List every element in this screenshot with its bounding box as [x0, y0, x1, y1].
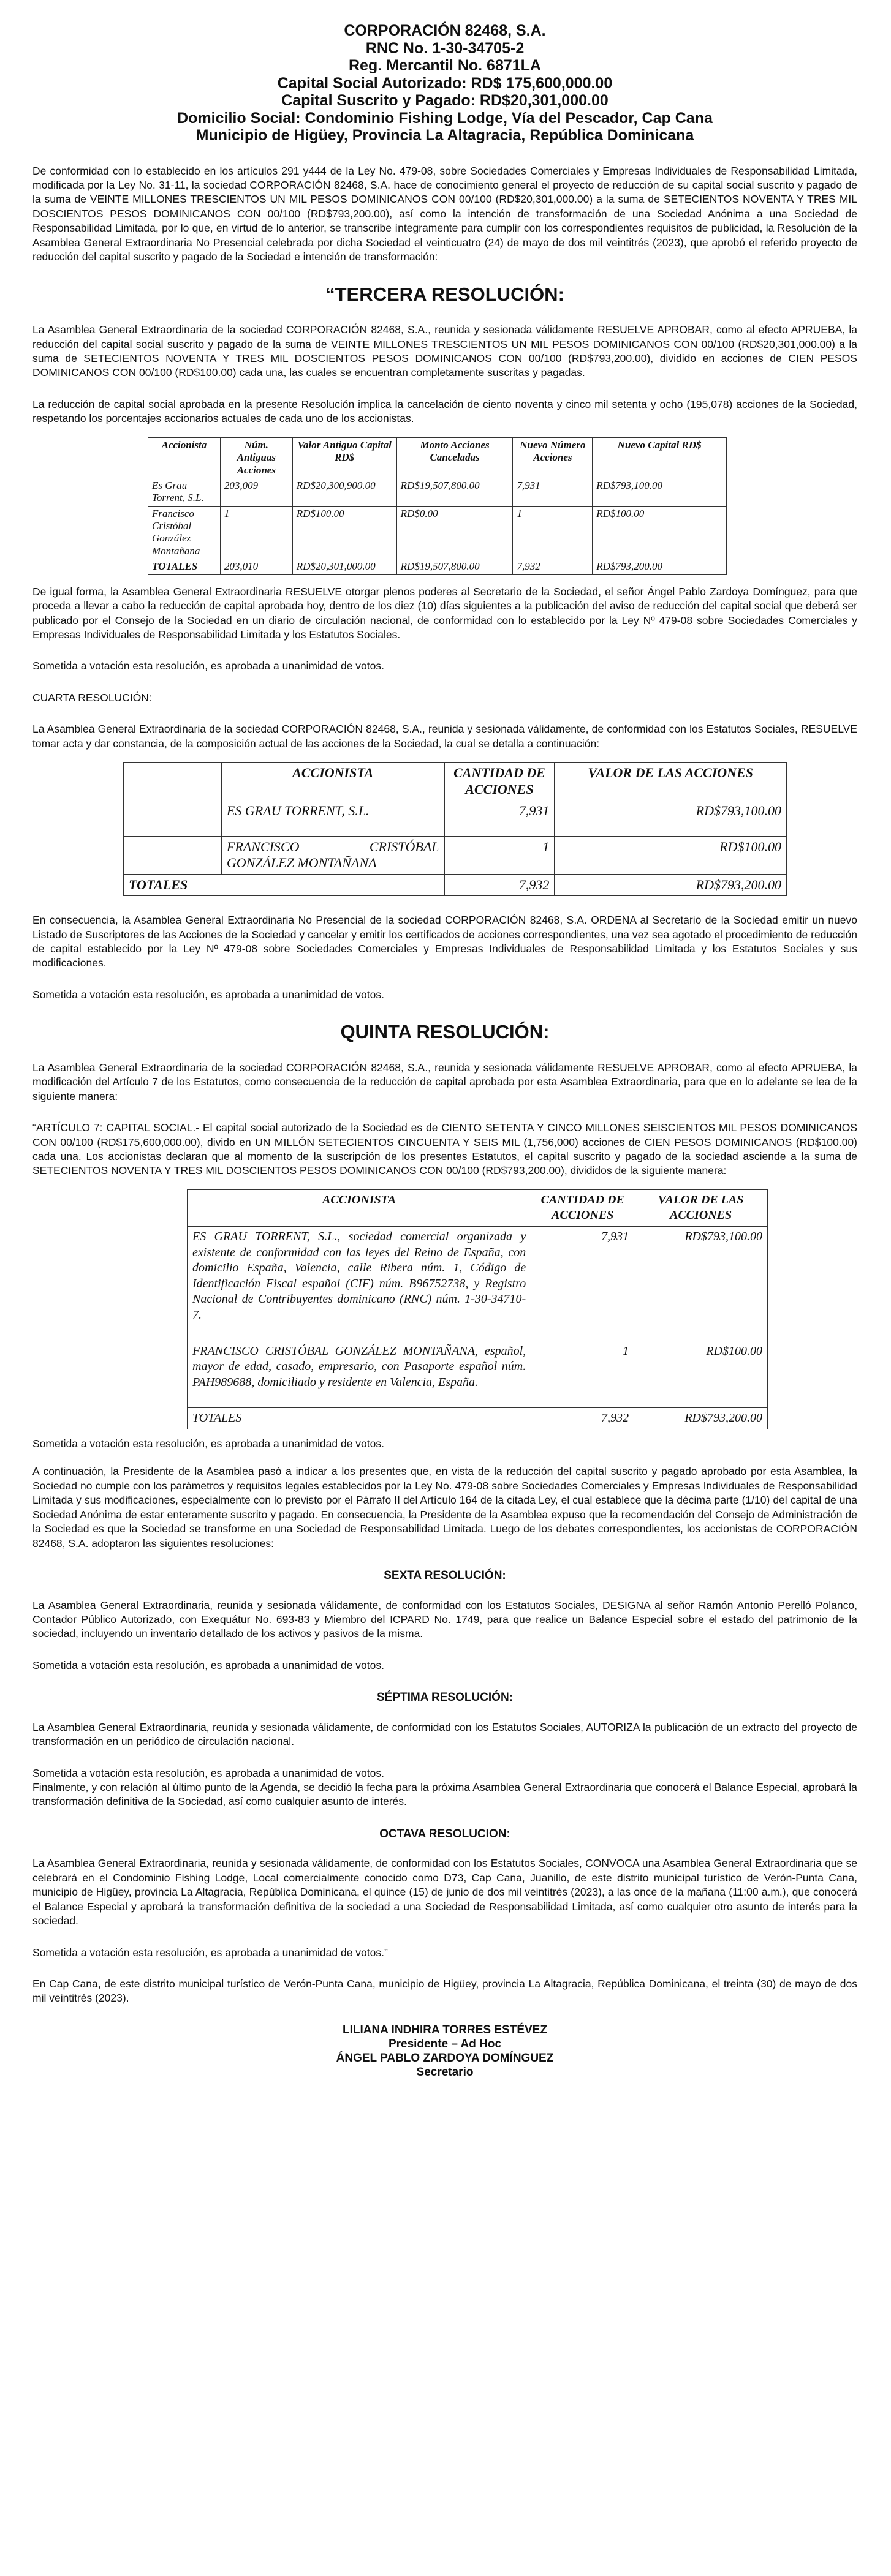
cell: FRANCISCO CRISTÓBAL GONZÁLEZ MONTAÑANA [221, 836, 444, 874]
domicilio-social: Domicilio Social: Condominio Fishing Lodge, Vía del Pescador, Cap Cana [177, 109, 713, 127]
intro-paragraph: De conformidad con lo establecido en los artículos 291 y444 de la Ley No. 479-08, sobre Sociedades Comerciales y Empresas Individuales de Responsabilidad Limitada, modificada por la Ley No. 31-11, la sociedad CORPORACIÓN 82468, S.A. hace de conocimiento general el proyecto de reducción de su capital social suscrito y pagado de la suma de VEINTE MILLONES TRESCIENTOS UN MIL PESOS DOMINICANOS CON 00/100 (RD$20,301,000.00) a la suma de SETECIENTOS NOVENTA Y TRES MIL DOSCIENTOS PESOS DOMINICANOS CON 00/100 (RD$793,200.00), así como la intención de transformación de una Sociedad Anónima a una Sociedad de Responsabilidad Limitada, por lo que, en virtud de lo anterior, se transcribe íntegramente para cumplir con los correspondientes requisitos de publicidad, la Resolución de la Asamblea General Extraordinaria No Presencial celebrada por dicha Sociedad el veinticuatro (24) de mayo de dos mil veintitrés (2023), que aprobó el referido proyecto de reducción del capital suscrito y pagado de la Sociedad e intención de transformación: [32, 164, 857, 263]
octava-p1: La Asamblea General Extraordinaria, reunida y sesionada válidamente, de conformidad con los Estatutos Sociales, CONVOCA una Asamblea General Extraordinaria que se celebrará en el Condominio Fishing Lodge, Local comercialmente conocido como D73, Cap Cana, Juanillo, de este distrito municipal turístico de Verón-Punta Cana, municipio de Higüey, provincia La Altagracia, República Dominicana, el quince (15) de junio de dos mil veintitrés (2023), a las once de la mañana (11:00 a.m.), que conocerá el Balance Especial y aprobará la transformación definitiva de la sociedad a una Sociedad de Responsabilidad Limitada, así como cualquier otro asunto de interés para la sociedad. [32, 1857, 857, 1927]
cell: RD$793,200.00 [634, 1408, 768, 1429]
table-row [188, 1227, 768, 1341]
cell: 1 [513, 506, 593, 559]
octava-vote: Sometida a votación esta resolución, es aprobada a unanimidad de votos.” [32, 1946, 388, 1959]
cell: RD$793,100.00 [593, 478, 727, 506]
cell: TOTALES [148, 559, 221, 574]
th-accionista: ACCIONISTA [188, 1189, 531, 1226]
table-row [148, 478, 727, 506]
table-total-row [124, 874, 787, 895]
cell: Es Grau Torrent, S.L. [148, 478, 221, 506]
cell: RD$100.00 [634, 1341, 768, 1408]
cell: 1 [444, 836, 555, 874]
cell: RD$19,507,800.00 [396, 559, 513, 574]
th-accionista: Accionista [148, 437, 221, 478]
signer-name-2: ÁNGEL PABLO ZARDOYA DOMÍNGUEZ [336, 2052, 554, 2065]
cell: RD$793,100.00 [634, 1227, 768, 1341]
tercera-p2: La reducción de capital social aprobada en la presente Resolución implica la cancelación de ciento noventa y cinco mil setenta y ocho (195,078) acciones de la Sociedad, respetando los porcentajes accionarios actuales de cada uno de los accionistas. [32, 397, 857, 425]
capital-suscrito: Capital Suscrito y Pagado: RD$20,301,000.00 [281, 92, 609, 109]
company-header [32, 22, 857, 145]
company-reg: Reg. Mercantil No. 6871LA [349, 57, 541, 74]
table-row [188, 1341, 768, 1408]
cell: ES GRAU TORRENT, S.L., sociedad comercial organizada y existente de conformidad con las leyes del Reino de España, con domicilio España, Valencia, calle Ribera núm. 1, Código de Identificación Fiscal español (CIF) núm. B96752738, y Registro Nacional de Contribuyentes dominicano (RNC) núm. 1-30-34710-7. [188, 1227, 531, 1341]
cuarta-p2: En consecuencia, la Asamblea General Extraordinaria No Presencial de la sociedad CORPORACIÓN 82468, S.A. ORDENA al Secretario de la Sociedad emitir un nuevo Listado de Suscriptores de las Acciones de la Sociedad y cancelar y emitir los certificados de acciones correspondientes, una vez sea agotado el procedimiento de reducción de capital establecido por la Ley Nº 479-08 sobre Sociedades Comerciales y Empresas Individuales de Responsabilidad Limitada y los Estatutos Sociales y sus modificaciones. [32, 914, 857, 970]
cell: ES GRAU TORRENT, S.L. [221, 800, 444, 836]
cell-blank [221, 874, 444, 895]
cuarta-vote: Sometida a votación esta resolución, es aprobada a unanimidad de votos. [32, 988, 384, 1001]
cell: RD$100.00 [555, 836, 787, 874]
cell: RD$0.00 [396, 506, 513, 559]
table-header-row [188, 1189, 768, 1226]
quinta-title: QUINTA RESOLUCIÓN: [340, 1021, 550, 1043]
cell: RD$19,507,800.00 [396, 478, 513, 506]
cuarta-p1: La Asamblea General Extraordinaria de la sociedad CORPORACIÓN 82468, S.A., reunida y sesionada válidamente, de conformidad con los Estatutos Sociales, RESUELVE tomar acta y dar constancia, de la composición actual de las acciones de la Sociedad, la cual se detalla a continuación: [32, 723, 857, 750]
capital-autorizado: Capital Social Autorizado: RD$ 175,600,000.00 [277, 74, 613, 92]
company-name: CORPORACIÓN 82468, S.A. [344, 22, 546, 39]
th-valor: VALOR DE LAS ACCIONES [555, 763, 787, 800]
cuarta-title: CUARTA RESOLUCIÓN: [32, 691, 152, 704]
quinta-p1: La Asamblea General Extraordinaria de la sociedad CORPORACIÓN 82468, S.A., reunida y sesionada válidamente RESUELVE APROBAR, como al efecto APRUEBA, la modificación del Artículo 7 de los Estatutos, como consecuencia de la reducción de capital aprobada por esta Asamblea Extraordinaria, para que en lo adelante se lea de la siguiente manera: [32, 1061, 857, 1102]
cell: FRANCISCO CRISTÓBAL GONZÁLEZ MONTAÑANA, español, mayor de edad, casado, empresario, con Pasaporte español núm. PAH989688, domiciliado y residente en Valencia, España. [188, 1341, 531, 1408]
cell: RD$793,200.00 [593, 559, 727, 574]
cell: 203,009 [220, 478, 292, 506]
tercera-p1: La Asamblea General Extraordinaria de la sociedad CORPORACIÓN 82468, S.A., reunida y sesionada válidamente RESUELVE APROBAR, como al efecto APRUEBA, la reducción del capital social suscrito y pagado de la suma de VEINTE MILLONES TRESCIENTOS UN MIL PESOS DOMINICANOS CON 00/100 (RD$20,301,000.00) a la suma de SETECIENTOS NOVENTA Y TRES MIL DOSCIENTOS PESOS DOMINICANOS CON 00/100 (RD$793,200.00), dividido en acciones de CIEN PESOS DOMINICANOS CON 00/100 (RD$100.00) cada una, las cuales se encuentran completamente suscritas y pagadas. [32, 323, 857, 379]
closing-paragraph: En Cap Cana, de este distrito municipal turístico de Verón-Punta Cana, municipio de Higüey, provincia La Altagracia, República Dominicana, el treinta (30) de mayo de dos mil veintitrés (2023). [32, 1977, 857, 2005]
th-valor: VALOR DE LAS ACCIONES [634, 1189, 768, 1226]
table-row [124, 836, 787, 874]
cell: TOTALES [188, 1408, 531, 1429]
table-header-row [148, 437, 727, 478]
cell: RD$100.00 [292, 506, 396, 559]
septima-vote: Sometida a votación esta resolución, es aprobada a unanimidad de votos. [32, 1766, 384, 1779]
sexta-p1: La Asamblea General Extraordinaria, reunida y sesionada válidamente, de conformidad con los Estatutos Sociales, DESIGNA al señor Ramón Antonio Perelló Polanco, Contador Público Autorizado, con Exequátur No. 693-83 y Miembro del ICPARD No. 1749, para que realice un Balance Especial sobre el estado del patrimonio de la sociedad, incluyendo un inventario detallado de los activos y pasivos de la misma. [32, 1599, 857, 1640]
th-cantidad: CANTIDAD DE ACCIONES [444, 763, 555, 800]
table-header-row [124, 763, 787, 800]
cell: 203,010 [220, 559, 292, 574]
th-nuevo-capital: Nuevo Capital RD$ [593, 437, 727, 478]
signer-name-1: LILIANA INDHIRA TORRES ESTÉVEZ [343, 2023, 547, 2036]
cell: RD$20,301,000.00 [292, 559, 396, 574]
cell: 1 [531, 1341, 634, 1408]
sexta-vote: Sometida a votación esta resolución, es aprobada a unanimidad de votos. [32, 1659, 384, 1671]
cell: 7,932 [444, 874, 555, 895]
cell: TOTALES [124, 874, 222, 895]
tercera-p3: De igual forma, la Asamblea General Extraordinaria RESUELVE otorgar plenos poderes al Secretario de la Sociedad, el señor Ángel Pablo Zardoya Domínguez, para que proceda a llevar a cabo la reducción de capital aprobada hoy, dentro de los diez (10) días siguientes a la publicación del aviso de reducción del capital social que deberá ser publicado por el Consejo de la Sociedad en un diario de circulación nacional, de conformidad con lo establecido por la Ley Nº 479-08 sobre Sociedades Comerciales y Empresas Individuales de Responsabilidad Limitada y los Estatutos Sociales. [32, 585, 857, 641]
cell: 1 [220, 506, 292, 559]
quinta-table [187, 1189, 768, 1429]
octava-title: OCTAVA RESOLUCION: [379, 1827, 510, 1840]
cell: Francisco Cristóbal González Montañana [148, 506, 221, 559]
tercera-vote: Sometida a votación esta resolución, es aprobada a unanimidad de votos. [32, 660, 384, 672]
th-monto-cancelado: Monto Acciones Canceladas [396, 437, 513, 478]
th-nuevo-numero: Nuevo Número Acciones [513, 437, 593, 478]
cell: RD$20,300,900.00 [292, 478, 396, 506]
quinta-p2: “ARTÍCULO 7: CAPITAL SOCIAL.- El capital social autorizado de la Sociedad es de CIENTO SETENTA Y CINCO MILLONES SEISCIENTOS MIL PESOS DOMINICANOS CON 00/100 (RD$175,600,000.00), divido en UN MILLÓN SETECIENTOS CINCUENTA Y SEIS MIL (1,756,000) acciones de CIEN PESOS DOMINICANOS (RD$100.00) cada una. Los accionistas declaran que al momento de la suscripción de los presentes Estatutos, el capital suscrito y pagado de la sociedad asciende a la suma de SETECIENTOS NOVENTA Y TRES MIL DOSCIENTOS PESOS DOMINICANOS CON 00/100 (RD$793,200.00), divididos de la siguiente manera: [32, 1121, 857, 1177]
table-total-row [148, 559, 727, 574]
cell-blank [124, 836, 222, 874]
septima-p2: Finalmente, y con relación al último punto de la Agenda, se decidió la fecha para la próxima Asamblea General Extraordinaria que conocerá el Balance Especial, aprobará la transformación definitiva de la Sociedad, así como cualquier asunto de interés. [32, 1781, 857, 1808]
th-cantidad: CANTIDAD DE ACCIONES [531, 1189, 634, 1226]
cell: 7,932 [531, 1408, 634, 1429]
septima-p1: La Asamblea General Extraordinaria, reunida y sesionada válidamente, de conformidad con los Estatutos Sociales, AUTORIZA la publicación de un extracto del proyecto de transformación en un periódico de circulación nacional. [32, 1720, 857, 1748]
quinta-vote: Sometida a votación esta resolución, es aprobada a unanimidad de votos. [32, 1437, 384, 1450]
table-total-row [188, 1408, 768, 1429]
cell: 7,931 [513, 478, 593, 506]
th-accionista: ACCIONISTA [221, 763, 444, 800]
cell: RD$793,100.00 [555, 800, 787, 836]
cell: 7,931 [531, 1227, 634, 1341]
cell: RD$100.00 [593, 506, 727, 559]
table-row [148, 506, 727, 559]
signature-block [32, 2023, 857, 2080]
municipio: Municipio de Higüey, Provincia La Altagracia, República Dominicana [195, 127, 694, 144]
signer-role-2: Secretario [416, 2066, 474, 2079]
th-blank [124, 763, 222, 800]
signer-role-1: Presidente – Ad Hoc [388, 2038, 502, 2051]
cell: 7,931 [444, 800, 555, 836]
th-valor-antiguo: Valor Antiguo Capital RD$ [292, 437, 396, 478]
tercera-title: “TERCERA RESOLUCIÓN: [325, 283, 564, 305]
table-row [124, 800, 787, 836]
quinta-p3: A continuación, la Presidente de la Asamblea pasó a indicar a los presentes que, en vista de la reducción del capital suscrito y pagado aprobado por esta Asamblea, la Sociedad no cumple con los parámetros y requisitos legales establecidos por la Ley No. 479-08 sobre Sociedades Comerciales y Empresas Individuales de Responsabilidad Limitada y sus modificaciones, especialmente con lo previsto por el Párrafo II del Artículo 164 de la citada Ley, el cual establece que la décima parte (1/10) del capital de una Sociedad Anónima de estar enteramente suscrito y pagado. En consecuencia, la Presidente de la Asamblea expuso que la recomendación del Consejo de Administración de la Sociedad es que la Sociedad se transforme en una Sociedad de Responsabilidad Limitada. Luego de los debates correspondientes, los accionistas de CORPORACIÓN 82468, S.A. adoptaron las siguientes resoluciones: [32, 1465, 857, 1550]
sexta-title: SEXTA RESOLUCIÓN: [384, 1569, 506, 1583]
th-antiguas: Núm. Antiguas Acciones [220, 437, 292, 478]
cell: 7,932 [513, 559, 593, 574]
cuarta-table [123, 762, 787, 896]
cell-blank [124, 800, 222, 836]
tercera-table [148, 437, 727, 575]
septima-title: SÉPTIMA RESOLUCIÓN: [376, 1691, 514, 1704]
cell: RD$793,200.00 [555, 874, 787, 895]
company-rnc: RNC No. 1-30-34705-2 [365, 39, 525, 57]
